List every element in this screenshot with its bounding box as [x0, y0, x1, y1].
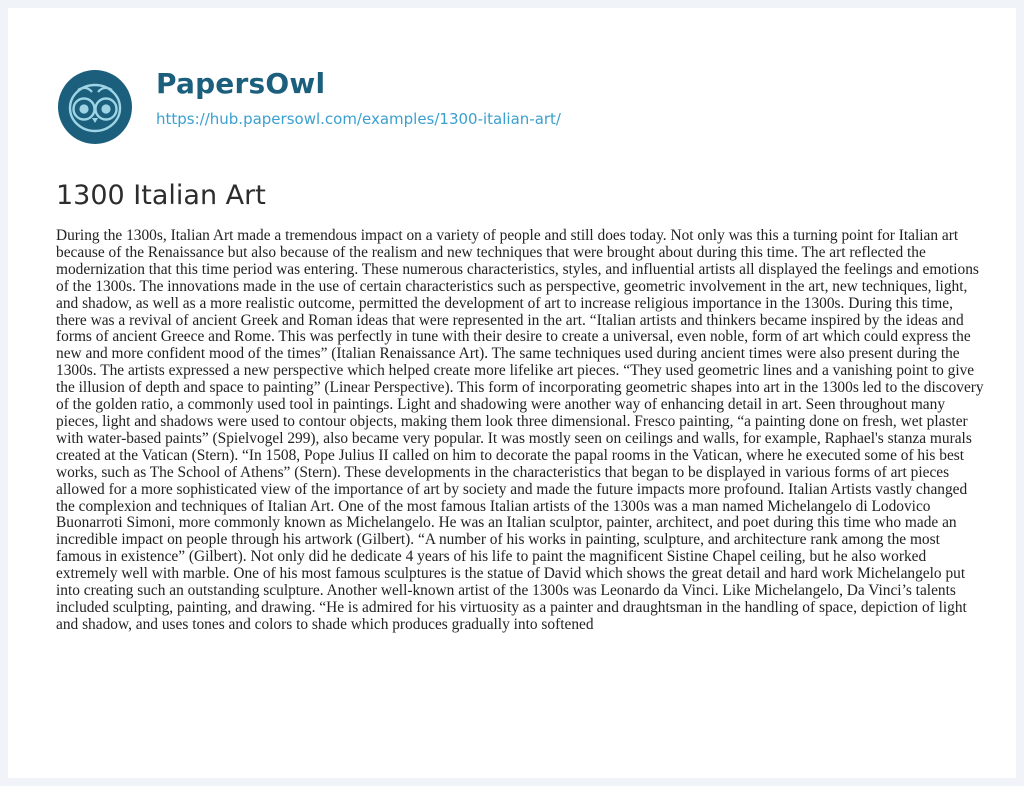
source-url-link[interactable]: https://hub.papersowl.com/examples/1300-italian-art/ — [156, 110, 561, 128]
document-body: During the 1300s, Italian Art made a tremendous impact on a variety of people and still does today. Not only was this a turning point for Italian art because of the Renaissance but also because of the realism and new techniques that were brought about during this time. The art reflected the modernization that this time period was entering. These numerous characteristics, styles, and influential artists all displayed the feelings and emotions of the 1300s. The innovations made in the use of certain characteristics such as perspective, geometric involvement in the art, new techniques, light, and shadow, as well as a more realistic outcome, permitted the development of art to increase religious importance in the 1300s. During this time, there was a revival of ancient Greek and Roman ideas that were represented in the art. “Italian artists and thinkers became inspired by the ideas and forms of ancient Greece and Rome. This was perfectly in tune with their desire to create a universal, even noble, form of art which could express the new and more confident mood of the times” (Italian Renaissance Art). The same techniques used during ancient times were also present during the 1300s. The artists expressed a new perspective which helped create more lifelike art pieces. “They used geometric lines and a vanishing point to give the illusion of depth and space to painting” (Linear Perspective). This form of incorporating geometric shapes into art in the 1300s led to the discovery of the golden ratio, a commonly used tool in paintings. Light and shadowing were another way of enhancing detail in art. Seen throughout many pieces, light and shadows were used to contour objects, making them look three dimensional. Fresco painting, “a painting done on fresh, wet plaster with water-based paints” (Spielvogel 299), also became very popular. It was mostly seen on ceilings and walls, for example, Raphael's stanza murals created at the Vatican (Stern). “In 1508, Pope Julius II called on him to decorate the papal rooms in the Vatican, where he executed some of his best works, such as The School of Athens” (Stern). These developments in the characteristics that began to be displayed in various forms of art pieces allowed for a more sophisticated view of the importance of art by society and made the future impacts more profound. Italian Artists vastly changed the complexion and techniques of Italian Art. One of the most famous Italian artists of the 1300s was a man named Michelangelo di Lodovico Buonarroti Simoni, more commonly known as Michelangelo. He was an Italian sculptor, painter, architect, and poet during this time who made an incredible impact on people through his artwork (Gilbert). “A number of his works in painting, sculpture, and architecture rank among the most famous in existence” (Gilbert). Not only did he dedicate 4 years of his life to paint the magnificent Sistine Chapel ceiling, but he also worked extremely well with marble. One of his most famous sculptures is the statue of David which shows the great detail and hard work Michelangelo put into creating such an outstanding sculpture. Another well-known artist of the 1300s was Leonardo da Vinci. Like Michelangelo, Da Vinci’s talents included sculpting, painting, and drawing. “He is admired for his virtuosity as a painter and draughtsman in the handling of space, depiction of light and shadow, and uses tones and colors to shade which produces gradually into softened — [56, 227, 984, 633]
owl-icon — [56, 68, 134, 146]
brand-name: PapersOwl — [156, 67, 326, 100]
brand-text — [156, 68, 561, 128]
brand-header — [56, 68, 561, 146]
document-title: 1300 Italian Art — [56, 180, 266, 211]
document-page — [8, 8, 1016, 778]
